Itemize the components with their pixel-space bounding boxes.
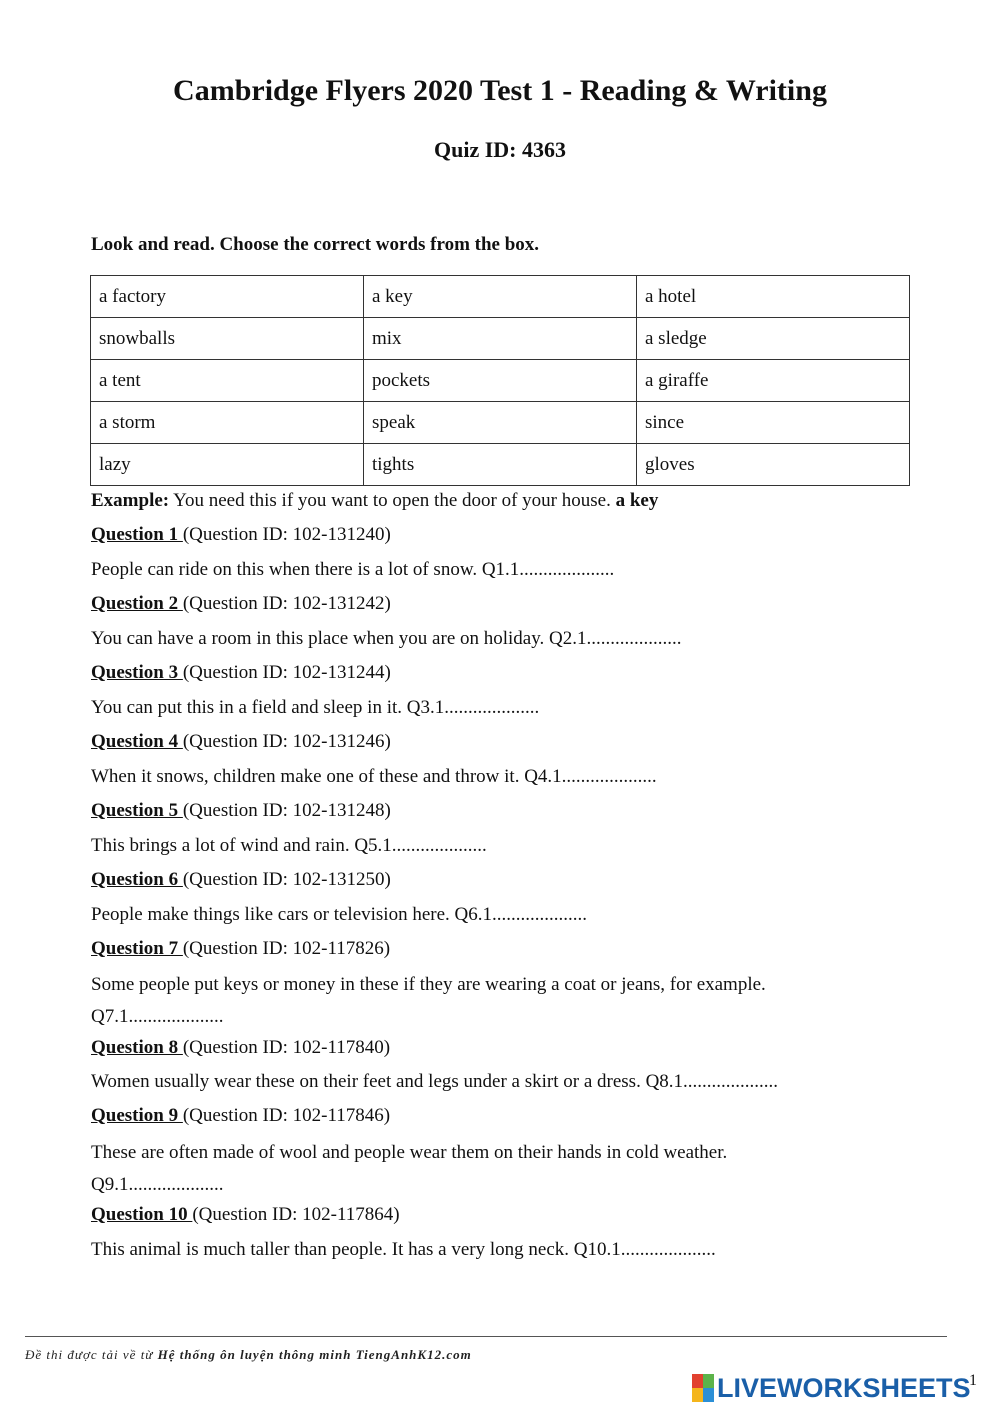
question-heading [91,1034,851,1062]
word-box-cell: a key [364,276,637,318]
example-answer: a key [615,490,659,511]
question-heading [91,1102,851,1130]
word-box-row [91,444,910,486]
question-id: (Question ID: 102-131244) [182,662,391,683]
question-id: (Question ID: 102-117840) [182,1037,391,1058]
question-heading [91,659,851,687]
question-text[interactable]: Women usually wear these on their feet and legs under a skirt or a dress. Q8.1.................... [91,1071,779,1092]
word-box-cell: speak [364,402,637,444]
question-id: (Question ID: 102-131248) [182,800,391,821]
word-box-cell: mix [364,318,637,360]
word-box-cell: a storm [91,402,364,444]
question-id: (Question ID: 102-131242) [182,593,391,614]
liveworksheets-logo-icon [692,1374,714,1402]
quiz-id: Quiz ID: 4363 [434,137,566,162]
question-heading [91,521,851,549]
brand-name: LIVEWORKSHEETS [717,1372,971,1403]
word-box-cell: a tent [91,360,364,402]
question-label: Question 6 [91,869,183,890]
question-label: Question 4 [91,731,183,752]
question-text[interactable]: This brings a lot of wind and rain. Q5.1.................... [91,835,487,856]
word-box-table [90,275,910,486]
question-id: (Question ID: 102-117864) [192,1204,400,1225]
question-text[interactable]: Some people put keys or money in these if they are wearing a coat or jeans, for example. Q7.1.................... [91,974,766,1027]
question-heading [91,590,851,618]
footer-source-name: Hệ thống ôn luyện thông minh TiengAnhK12.com [157,1347,472,1362]
page-number: 1 [969,1372,977,1389]
document-title: Cambridge Flyers 2020 Test 1 - Reading & Writing [173,74,827,107]
word-box-cell: tights [364,444,637,486]
question-label: Question 2 [91,593,183,614]
question-heading [91,728,851,756]
footer-divider [25,1336,947,1337]
question-id: (Question ID: 102-131250) [182,869,391,890]
question-text[interactable]: You can have a room in this place when you are on holiday. Q2.1.................... [91,628,682,649]
word-box-row [91,318,910,360]
liveworksheets-brand[interactable] [692,1371,971,1405]
question-label: Question 7 [91,938,183,959]
question-id: (Question ID: 102-131240) [182,524,391,545]
question-text[interactable]: This animal is much taller than people. It has a very long neck. Q10.1.................... [91,1239,716,1260]
question-label: Question 3 [91,662,183,683]
word-box-cell: since [637,402,910,444]
word-box-cell: snowballs [91,318,364,360]
question-heading [91,935,851,963]
word-box-row [91,360,910,402]
question-label: Question 8 [91,1037,183,1058]
question-heading [91,797,851,825]
word-box-cell: a sledge [637,318,910,360]
word-box-cell: a factory [91,276,364,318]
instruction: Look and read. Choose the correct words from the box. [91,234,540,255]
question-heading [91,1201,851,1229]
word-box-cell: lazy [91,444,364,486]
word-box-row [91,276,910,318]
word-box-row [91,402,910,444]
word-box-cell: gloves [637,444,910,486]
question-id: (Question ID: 102-117826) [182,938,391,959]
question-label: Question 10 [91,1204,193,1225]
example-line [91,487,851,515]
question-id: (Question ID: 102-131246) [182,731,391,752]
question-label: Question 5 [91,800,183,821]
question-text[interactable]: People make things like cars or television here. Q6.1.................... [91,904,588,925]
question-id: (Question ID: 102-117846) [182,1105,391,1126]
question-text[interactable]: People can ride on this when there is a lot of snow. Q1.1.................... [91,559,615,580]
word-box-cell: pockets [364,360,637,402]
question-heading [91,866,851,894]
question-text[interactable]: You can put this in a field and sleep in it. Q3.1.................... [91,697,540,718]
example-label: Example: [91,490,170,511]
footer-prefix: Đề thi được tải về từ [25,1347,158,1362]
question-text[interactable]: When it snows, children make one of these and throw it. Q4.1.................... [91,766,657,787]
word-box-cell: a hotel [637,276,910,318]
example-text: You need this if you want to open the door of your house. [169,490,616,511]
question-label: Question 1 [91,524,183,545]
question-text[interactable]: These are often made of wool and people wear them on their hands in cold weather. Q9.1.................... [91,1142,728,1195]
footer-source [25,1347,472,1363]
question-label: Question 9 [91,1105,183,1126]
word-box-cell: a giraffe [637,360,910,402]
